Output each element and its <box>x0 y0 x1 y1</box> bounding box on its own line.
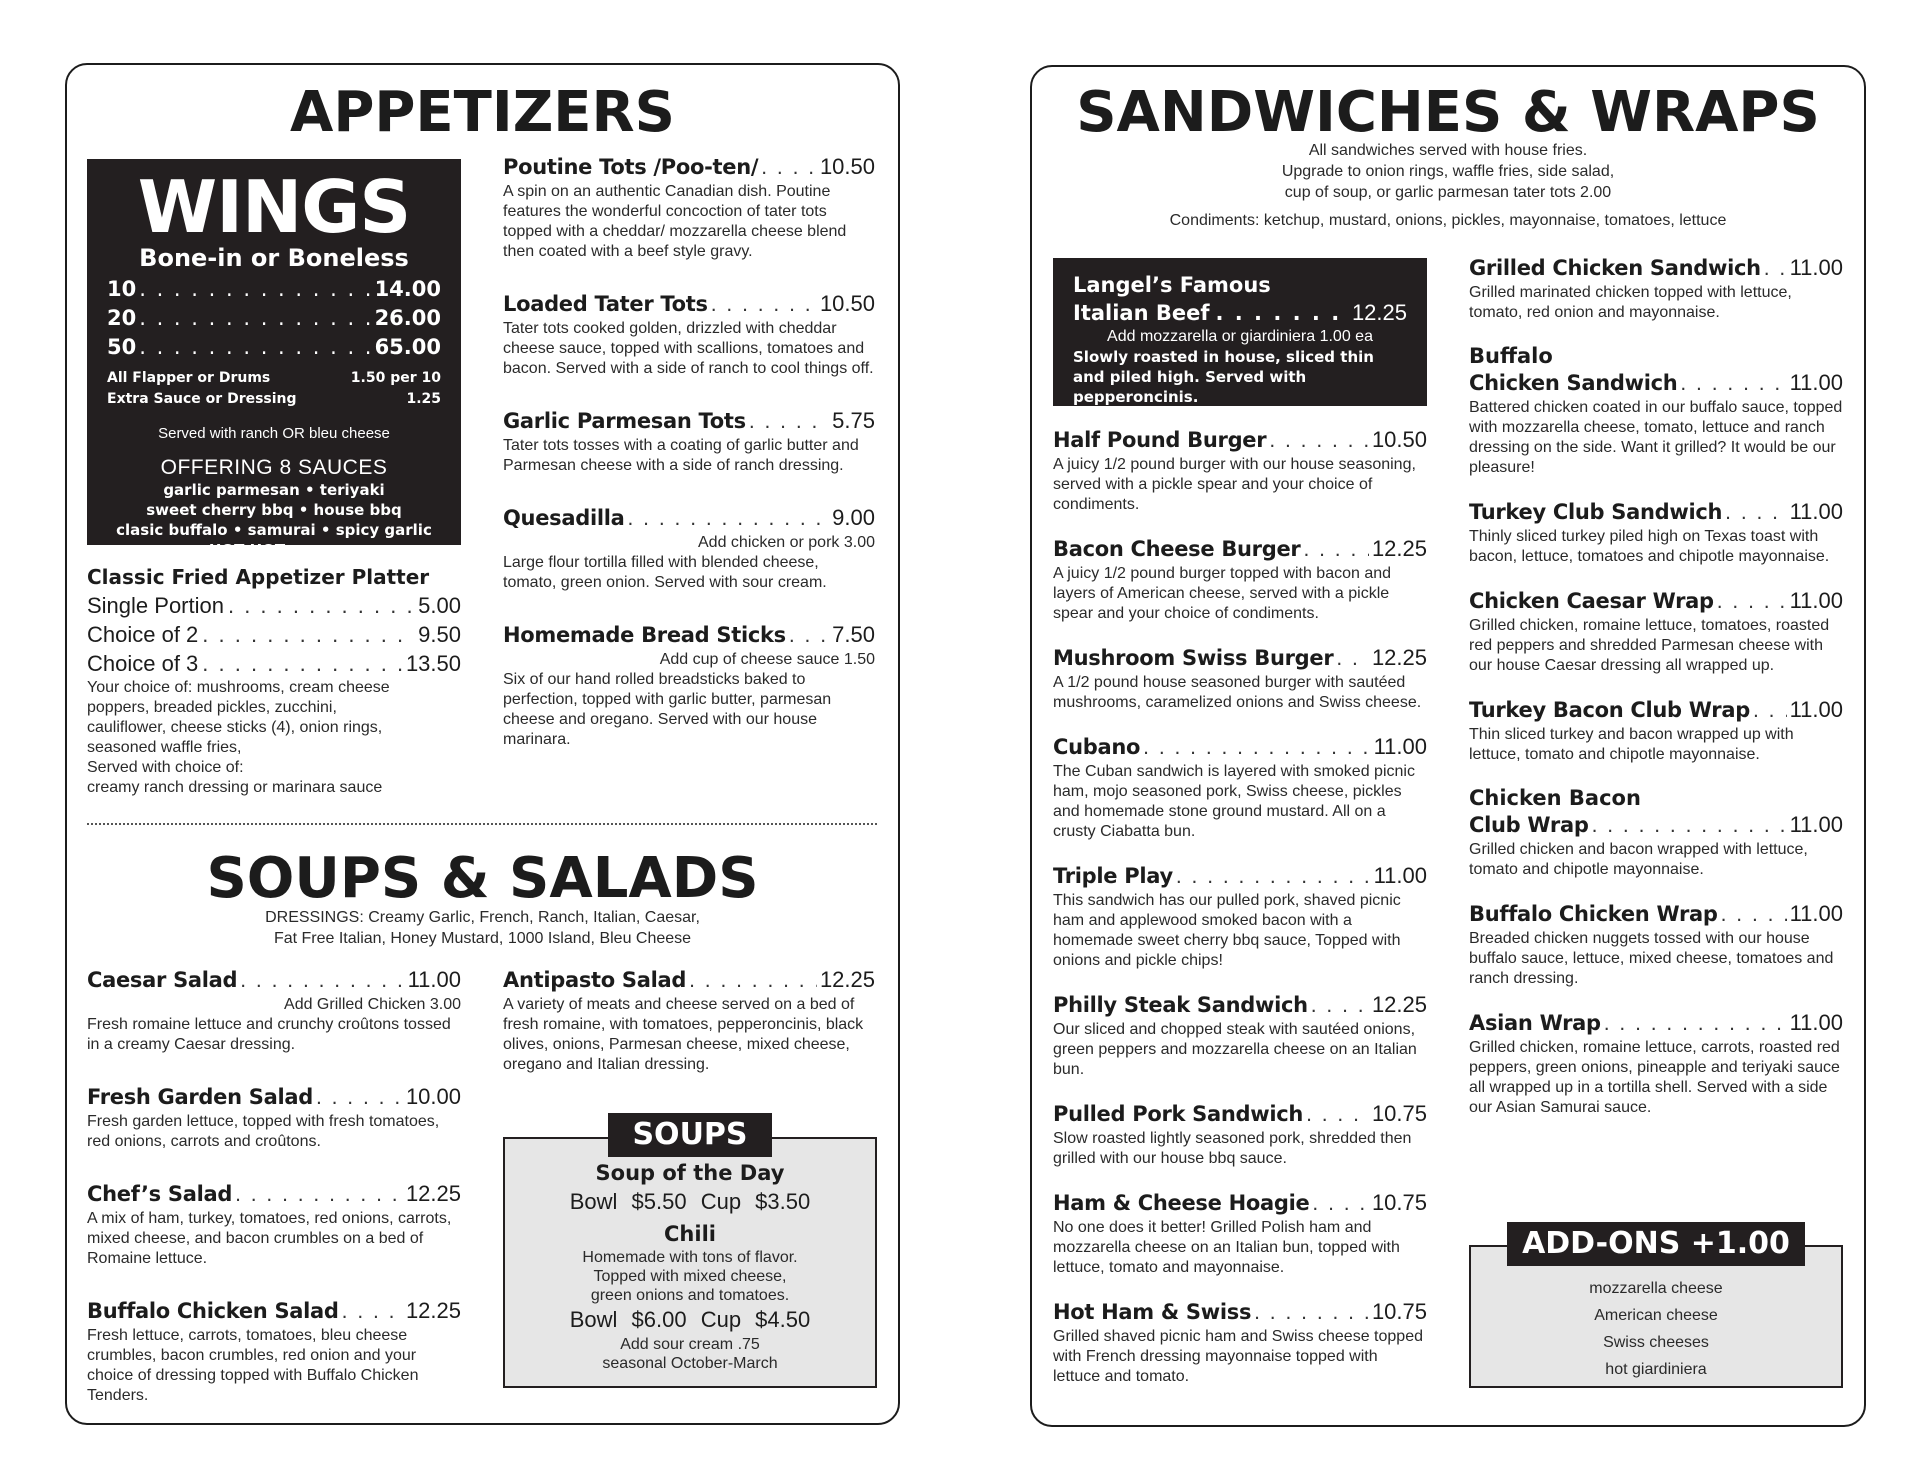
sauce-line: HOT HOT sauce <box>208 541 340 559</box>
item-name: Pulled Pork Sandwich <box>1053 1102 1304 1126</box>
italian-beef-line1: Langel’s Famous <box>1073 273 1271 297</box>
item-price: 10.00 <box>405 1084 461 1109</box>
item-name: Homemade Bread Sticks <box>503 623 786 647</box>
item-name: Bacon Cheese Burger <box>1053 537 1301 561</box>
menu-item-garlic-parmesan-tots <box>503 407 875 476</box>
menu-item-bacon-cheese-burger <box>1053 535 1427 624</box>
item-description: A spin on an authentic Canadian dish. Poutine features the wonderful concoction of tater tots topped with a cheddar/ mozzarella cheese blend then coated with a beef style gravy. <box>503 183 847 260</box>
wings-extra-sauce-row <box>87 389 461 410</box>
wings-price: 26.00 <box>374 306 441 330</box>
item-title-row <box>1053 1100 1427 1129</box>
addon-item: hot giardiniera <box>1605 1361 1707 1378</box>
wings-subtitle: Bone-in or Boneless <box>139 244 409 272</box>
dot-leader <box>202 649 402 678</box>
item-name: Chef’s Salad <box>87 1182 233 1206</box>
item-name: Philly Steak Sandwich <box>1053 993 1308 1017</box>
item-price: 11.00 <box>407 967 461 992</box>
item-description: Grilled chicken, romaine lettuce, tomatoes, roasted red peppers and shredded Parmesan cheese with our house Caesar dressing all wrapped up. <box>1469 617 1830 674</box>
menu-item-mushroom-swiss-burger <box>1053 644 1427 713</box>
item-name: Quesadilla <box>503 506 625 530</box>
menu-item-fresh-garden-salad <box>87 1083 461 1152</box>
sauce-line: sweet cherry bbq • house bbq <box>146 501 402 519</box>
soup-of-day-prices: Bowl $5.50 Cup $3.50 <box>569 1189 811 1214</box>
menu-item-antipasto-salad <box>503 966 875 1075</box>
extra-sauce-price: 1.25 <box>406 391 441 407</box>
item-price: 12.25 <box>1371 645 1427 670</box>
item-description: Thinly sliced turkey piled high on Texas toast with bacon, lettuce, tomatoes and chipotle mayonnaise. <box>1469 528 1830 565</box>
menu-item-triple-play <box>1053 862 1427 971</box>
item-description: A mix of ham, turkey, tomatoes, red onions, carrots, mixed cheese, and bacon crumbles on a bed of Romaine lettuce. <box>87 1210 452 1267</box>
dot-leader <box>1592 812 1787 840</box>
item-title-row <box>503 621 875 650</box>
dressings-line: DRESSINGS: Creamy Garlic, French, Ranch, Italian, Caesar, <box>265 909 700 926</box>
platter-label: Choice of 3 <box>87 651 199 676</box>
chili-add-line: seasonal October-March <box>602 1355 778 1372</box>
wings-price-list <box>87 275 461 362</box>
wings-price: 65.00 <box>374 335 441 359</box>
salad-items-left <box>87 966 461 1434</box>
item-price: 11.00 <box>1373 734 1427 759</box>
menu-item-quesadilla <box>503 504 875 593</box>
item-title-row <box>1469 900 1843 929</box>
item-description: Slow roasted lightly seasoned pork, shredded then grilled with our house bbq sauce. <box>1053 1130 1412 1167</box>
addon-item: mozzarella cheese <box>1589 1280 1723 1297</box>
item-description: Grilled chicken, romaine lettuce, carrots, roasted red peppers, green onions, pineapple and teriyaki sauce all wrapped up in a tortilla shell. Served with a side our Asian Samurai sauce. <box>1469 1039 1840 1116</box>
dot-leader <box>1336 645 1369 673</box>
dot-leader <box>1303 536 1368 564</box>
dot-leader <box>1680 370 1786 398</box>
wings-qty: 20 <box>107 306 137 330</box>
menu-item-asian-wrap <box>1469 1009 1843 1118</box>
chili-prices: Bowl $6.00 Cup $4.50 <box>569 1307 811 1332</box>
sandwich-note-line: All sandwiches served with house fries. <box>1308 142 1588 159</box>
item-title-row <box>503 153 875 182</box>
dot-leader <box>1311 992 1369 1020</box>
section-divider <box>87 823 877 825</box>
platter-price: 13.50 <box>405 651 461 676</box>
platter-row <box>87 591 461 620</box>
wings-qty: 50 <box>107 335 137 359</box>
soup-of-day-title: Soup of the Day <box>595 1161 785 1185</box>
item-price: 10.50 <box>819 291 875 316</box>
dot-leader <box>1176 863 1371 891</box>
appetizer-platter <box>87 563 461 798</box>
dot-leader <box>1753 697 1787 725</box>
item-title-row <box>87 1180 461 1209</box>
item-add-on: Add Grilled Chicken 3.00 <box>284 996 461 1013</box>
wings-price-row <box>87 275 461 304</box>
item-description: Breaded chicken nuggets tossed with our house buffalo sauce, lettuce, mixed cheese, tomatoes and ranch dressing. <box>1469 930 1834 987</box>
item-description: A juicy 1/2 pound burger topped with bacon and layers of American cheese, served with a pickle spear and your choice of condiments. <box>1053 565 1392 622</box>
wings-title: WINGS <box>137 165 411 249</box>
sandwich-items-right <box>1469 254 1843 1138</box>
item-price: 12.25 <box>405 1181 461 1206</box>
item-title-row <box>1053 862 1427 891</box>
item-description: No one does it better! Grilled Polish ham and mozzarella cheese on an Italian bun, topped with lettuce, tomato and mayonnaise. <box>1053 1219 1400 1276</box>
item-title-row <box>1469 254 1843 283</box>
dot-leader <box>761 154 817 182</box>
item-title-row <box>1053 644 1427 673</box>
item-add-on: Add cup of cheese sauce 1.50 <box>659 651 875 668</box>
item-title-row <box>1053 1298 1427 1327</box>
item-description: Tater tots cooked golden, drizzled with cheddar cheese sauce, topped with scallions, tomatoes and bacon. Served with a side of ranch to cool things off. <box>503 320 874 377</box>
dot-leader <box>1764 255 1787 283</box>
item-price: 12.25 <box>405 1298 461 1323</box>
item-name: Antipasto Salad <box>503 968 687 992</box>
item-title-row <box>1469 811 1843 840</box>
platter-description <box>87 678 461 798</box>
italian-beef-title-row <box>1073 299 1407 327</box>
dressings-note <box>65 907 900 949</box>
item-name: Chicken Sandwich <box>1469 371 1678 395</box>
dot-leader <box>228 591 414 620</box>
item-title-row <box>1053 426 1427 455</box>
item-name: Grilled Chicken Sandwich <box>1469 256 1761 280</box>
item-description: Grilled chicken and bacon wrapped with lettuce, tomato and chipotle mayonnaise. <box>1469 841 1808 878</box>
item-price: 11.00 <box>1789 499 1843 524</box>
chili-add-note <box>505 1335 875 1373</box>
dot-leader <box>689 967 817 995</box>
platter-price-list <box>87 591 461 678</box>
item-description: Tater tots tosses with a coating of garlic butter and Parmesan cheese with a side of ranch dressing. <box>503 437 859 474</box>
platter-row <box>87 620 461 649</box>
item-name: Buffalo Chicken Wrap <box>1469 902 1718 926</box>
condiments-note: Condiments: ketchup, mustard, onions, pickles, mayonnaise, tomatoes, lettuce <box>1169 212 1727 229</box>
wings-flapper-row <box>87 368 461 389</box>
item-name-top: Buffalo <box>1469 344 1553 368</box>
menu-item-chicken-sandwich <box>1469 343 1843 478</box>
menu-item-turkey-bacon-club-wrap <box>1469 696 1843 765</box>
dot-leader <box>316 1084 403 1112</box>
item-name: Half Pound Burger <box>1053 428 1267 452</box>
soups-tab: SOUPS <box>608 1113 772 1157</box>
item-name: Triple Play <box>1053 864 1173 888</box>
chili-add-line: Add sour cream .75 <box>620 1336 760 1353</box>
menu-item-club-wrap <box>1469 785 1843 880</box>
item-price: 11.00 <box>1789 370 1843 395</box>
item-name: Club Wrap <box>1469 813 1589 837</box>
italian-beef-name: Italian Beef <box>1073 301 1210 325</box>
item-name: Garlic Parmesan Tots <box>503 409 746 433</box>
sandwich-items-left <box>1053 426 1427 1407</box>
item-description: Thin sliced turkey and bacon wrapped up with lettuce, tomato and chipotle mayonnaise. <box>1469 726 1794 763</box>
wings-ranch-note: Served with ranch OR bleu cheese <box>158 425 390 442</box>
chili-desc-line: Homemade with tons of flavor. <box>582 1249 798 1266</box>
addons-list <box>1471 1275 1841 1383</box>
item-description: Battered chicken coated in our buffalo sauce, topped with mozzarella cheese, tomato, lettuce and ranch dressing on the side. Want it grilled? It would be our pleasure! <box>1469 399 1843 476</box>
dot-leader <box>1312 1190 1369 1218</box>
item-name: Buffalo Chicken Salad <box>87 1299 339 1323</box>
menu-item-half-pound-burger <box>1053 426 1427 515</box>
menu-item-ham-cheese-hoagie <box>1053 1189 1427 1278</box>
item-title-row <box>1053 1189 1427 1218</box>
item-name: Ham & Cheese Hoagie <box>1053 1191 1310 1215</box>
dot-leader <box>1306 1101 1369 1129</box>
dot-leader <box>749 408 829 436</box>
item-name: Poutine Tots /Poo-ten/ <box>503 155 759 179</box>
dot-leader <box>342 1298 403 1326</box>
chili-desc-line: Topped with mixed cheese, <box>593 1268 787 1285</box>
sandwiches-heading: SANDWICHES & WRAPS <box>1076 80 1820 145</box>
sandwich-note-line: Upgrade to onion rings, waffle fries, side salad, <box>1281 163 1615 180</box>
item-description: A variety of meats and cheese served on a bed of fresh romaine, with tomatoes, pepperoncinis, black olives, onions, Parmesan cheese, mixed cheese, oregano and Italian dressing. <box>503 996 864 1073</box>
dot-leader <box>628 505 830 533</box>
item-name: Turkey Club Sandwich <box>1469 500 1723 524</box>
italian-beef-price: 12.25 <box>1351 300 1407 325</box>
dot-leader <box>240 967 404 995</box>
item-description: A 1/2 pound house seasoned burger with sautéed mushrooms, caramelized onions and Swiss cheese. <box>1053 674 1422 711</box>
platter-price: 9.50 <box>418 622 461 647</box>
item-name: Cubano <box>1053 735 1141 759</box>
menu-item-turkey-club-sandwich <box>1469 498 1843 567</box>
dot-leader <box>1604 1010 1787 1038</box>
item-name: Fresh Garden Salad <box>87 1085 313 1109</box>
menu-item-caesar-salad <box>87 966 461 1055</box>
platter-label: Choice of 2 <box>87 622 199 647</box>
item-title-row <box>1469 587 1843 616</box>
menu-item-grilled-chicken-sandwich <box>1469 254 1843 323</box>
item-title-row <box>503 407 875 436</box>
extra-sauce-label: Extra Sauce or Dressing <box>107 391 297 407</box>
menu-item-chicken-caesar-wrap <box>1469 587 1843 676</box>
item-price: 11.00 <box>1789 697 1843 722</box>
sauces-heading: OFFERING 8 SAUCES <box>160 456 388 479</box>
item-description: A juicy 1/2 pound burger with our house seasoning, served with a pickle spear and your choice of condiments. <box>1053 456 1416 513</box>
item-title-row <box>87 1297 461 1326</box>
chili-description <box>505 1248 875 1305</box>
dot-leader <box>711 291 817 319</box>
dot-leader <box>1717 588 1787 616</box>
wings-box <box>87 159 461 559</box>
addon-item: Swiss cheeses <box>1603 1334 1709 1351</box>
platter-desc-line: cauliflower, cheese sticks (4), onion rings, <box>87 719 383 736</box>
salad-items-right <box>503 966 875 1103</box>
item-name: Caesar Salad <box>87 968 238 992</box>
item-description: Fresh romaine lettuce and crunchy croûtons tossed in a creamy Caesar dressing. <box>87 1016 451 1053</box>
flapper-price: 1.50 per 10 <box>350 370 441 386</box>
dot-leader <box>202 620 414 649</box>
dot-leader <box>235 1181 403 1209</box>
item-title-row <box>503 504 875 533</box>
menu-item-buffalo-chicken-wrap <box>1469 900 1843 989</box>
menu-item-cubano <box>1053 733 1427 842</box>
wings-price-row <box>87 304 461 333</box>
addons-box <box>1469 1245 1843 1388</box>
menu-item-poutine-tots-poo-ten <box>503 153 875 262</box>
menu-item-buffalo-chicken-salad <box>87 1297 461 1406</box>
item-description: Six of our hand rolled breadsticks baked to perfection, topped with garlic butter, parmesan cheese and oregano. Served with our house marinara. <box>503 671 832 748</box>
item-title-row <box>1469 369 1843 398</box>
soups-salads-heading: SOUPS & SALADS <box>206 846 759 911</box>
item-title-row <box>1053 991 1427 1020</box>
item-price: 11.00 <box>1789 901 1843 926</box>
item-price: 12.25 <box>1371 536 1427 561</box>
chili-title: Chili <box>664 1222 716 1246</box>
sauce-line: clasic buffalo • samurai • spicy garlic <box>116 521 432 539</box>
dot-leader <box>1721 901 1787 929</box>
item-name: Loaded Tater Tots <box>503 292 708 316</box>
addon-item: American cheese <box>1594 1307 1718 1324</box>
platter-desc-line: Your choice of: mushrooms, cream cheese <box>87 679 390 696</box>
item-title-row <box>1053 733 1427 762</box>
menu-item-hot-ham-swiss <box>1053 1298 1427 1387</box>
sauce-line: garlic parmesan • teriyaki <box>163 481 385 499</box>
item-name-top: Chicken Bacon <box>1469 786 1641 810</box>
appetizer-items <box>503 153 875 778</box>
platter-desc-line: seasoned waffle fries, <box>87 739 242 756</box>
platter-row <box>87 649 461 678</box>
wings-price: 14.00 <box>374 277 441 301</box>
item-title-row <box>1469 498 1843 527</box>
sauces-list <box>87 480 461 560</box>
sandwich-notes <box>1030 140 1866 203</box>
item-price: 11.00 <box>1789 255 1843 280</box>
item-title-row <box>87 1083 461 1112</box>
item-name: Chicken Caesar Wrap <box>1469 589 1714 613</box>
platter-desc-line: creamy ranch dressing or marinara sauce <box>87 779 383 796</box>
item-title-row <box>1469 1009 1843 1038</box>
addons-tab: ADD-ONS +1.00 <box>1507 1222 1805 1266</box>
dot-leader <box>1254 1299 1369 1327</box>
item-price: 11.00 <box>1373 863 1427 888</box>
soups-box <box>503 1137 877 1388</box>
item-description: Large flour tortilla filled with blended cheese, tomato, green onion. Served with sour cream. <box>503 554 827 591</box>
menu-item-homemade-bread-sticks <box>503 621 875 750</box>
item-price: 12.25 <box>1371 992 1427 1017</box>
sandwich-note-line: cup of soup, or garlic parmesan tater tots 2.00 <box>1284 184 1612 201</box>
item-description: Our sliced and chopped steak with sautéed onions, green peppers and mozzarella cheese on an Italian bun. <box>1053 1021 1417 1078</box>
platter-desc-line: Served with choice of: <box>87 759 244 776</box>
item-description: This sandwich has our pulled pork, shaved picnic ham and applewood smoked bacon with a homemade sweet cherry bbq sauce, Topped with onions and pickle chips! <box>1053 892 1401 969</box>
item-price: 11.00 <box>1789 812 1843 837</box>
item-title-row <box>503 966 875 995</box>
item-price: 11.00 <box>1789 1010 1843 1035</box>
platter-title: Classic Fried Appetizer Platter <box>87 565 430 589</box>
dot-leader <box>1725 499 1786 527</box>
appetizers-heading: APPETIZERS <box>289 80 676 145</box>
item-price: 10.75 <box>1371 1190 1427 1215</box>
item-description: The Cuban sandwich is layered with smoked picnic ham, mojo seasoned pork, Swiss cheese, pickles and homemade stone ground mustard. All on a crusty Ciabatta bun. <box>1053 763 1415 840</box>
item-title-row <box>503 290 875 319</box>
dot-leader <box>139 304 371 333</box>
italian-beef-add: Add mozzarella or giardiniera 1.00 ea <box>1107 328 1373 345</box>
item-price: 7.50 <box>832 622 875 647</box>
wings-price-row <box>87 333 461 362</box>
flapper-label: All Flapper or Drums <box>107 370 271 386</box>
dot-leader <box>1143 734 1370 762</box>
menu-item-loaded-tater-tots <box>503 290 875 379</box>
item-price: 10.50 <box>1371 427 1427 452</box>
item-name: Turkey Bacon Club Wrap <box>1469 698 1750 722</box>
item-description: Grilled marinated chicken topped with lettuce, tomato, red onion and mayonnaise. <box>1469 284 1792 321</box>
item-price: 5.75 <box>832 408 875 433</box>
menu-item-philly-steak-sandwich <box>1053 991 1427 1080</box>
italian-beef-description: Slowly roasted in house, sliced thin and piled high. Served with pepperoncinis. <box>1073 348 1374 406</box>
wings-qty: 10 <box>107 277 137 301</box>
menu-item-chef-s-salad <box>87 1180 461 1269</box>
dot-leader <box>1269 427 1369 455</box>
item-price: 11.00 <box>1789 588 1843 613</box>
menu-item-pulled-pork-sandwich <box>1053 1100 1427 1169</box>
item-name: Mushroom Swiss Burger <box>1053 646 1334 670</box>
item-title-row <box>87 966 461 995</box>
platter-desc-line: poppers, breaded pickles, zucchini, <box>87 699 337 716</box>
chili-desc-line: green onions and tomatoes. <box>590 1287 790 1304</box>
dot-leader <box>789 622 829 650</box>
platter-label: Single Portion <box>87 593 224 618</box>
dot-leader <box>1215 300 1345 327</box>
item-price: 10.75 <box>1371 1101 1427 1126</box>
item-add-on: Add chicken or pork 3.00 <box>698 534 875 551</box>
italian-beef-box <box>1053 258 1427 406</box>
item-price: 10.75 <box>1371 1299 1427 1324</box>
item-description: Fresh lettuce, carrots, tomatoes, bleu cheese crumbles, bacon crumbles, red onion and your choice of dressing topped with Buffalo Chicken Tenders. <box>87 1327 419 1404</box>
item-description: Fresh garden lettuce, topped with fresh tomatoes, red onions, carrots and croûtons. <box>87 1113 440 1150</box>
dressings-line: Fat Free Italian, Honey Mustard, 1000 Island, Bleu Cheese <box>273 930 692 947</box>
item-name: Hot Ham & Swiss <box>1053 1300 1252 1324</box>
item-name: Asian Wrap <box>1469 1011 1601 1035</box>
item-title-row <box>1469 696 1843 725</box>
dot-leader <box>139 333 371 362</box>
item-price: 10.50 <box>819 154 875 179</box>
item-title-row <box>1053 535 1427 564</box>
item-price: 12.25 <box>819 967 875 992</box>
dot-leader <box>139 275 371 304</box>
item-description: Grilled shaved picnic ham and Swiss cheese topped with French dressing mayonnaise topped with lettuce and tomato. <box>1053 1328 1423 1385</box>
item-price: 9.00 <box>832 505 875 530</box>
platter-price: 5.00 <box>418 593 461 618</box>
